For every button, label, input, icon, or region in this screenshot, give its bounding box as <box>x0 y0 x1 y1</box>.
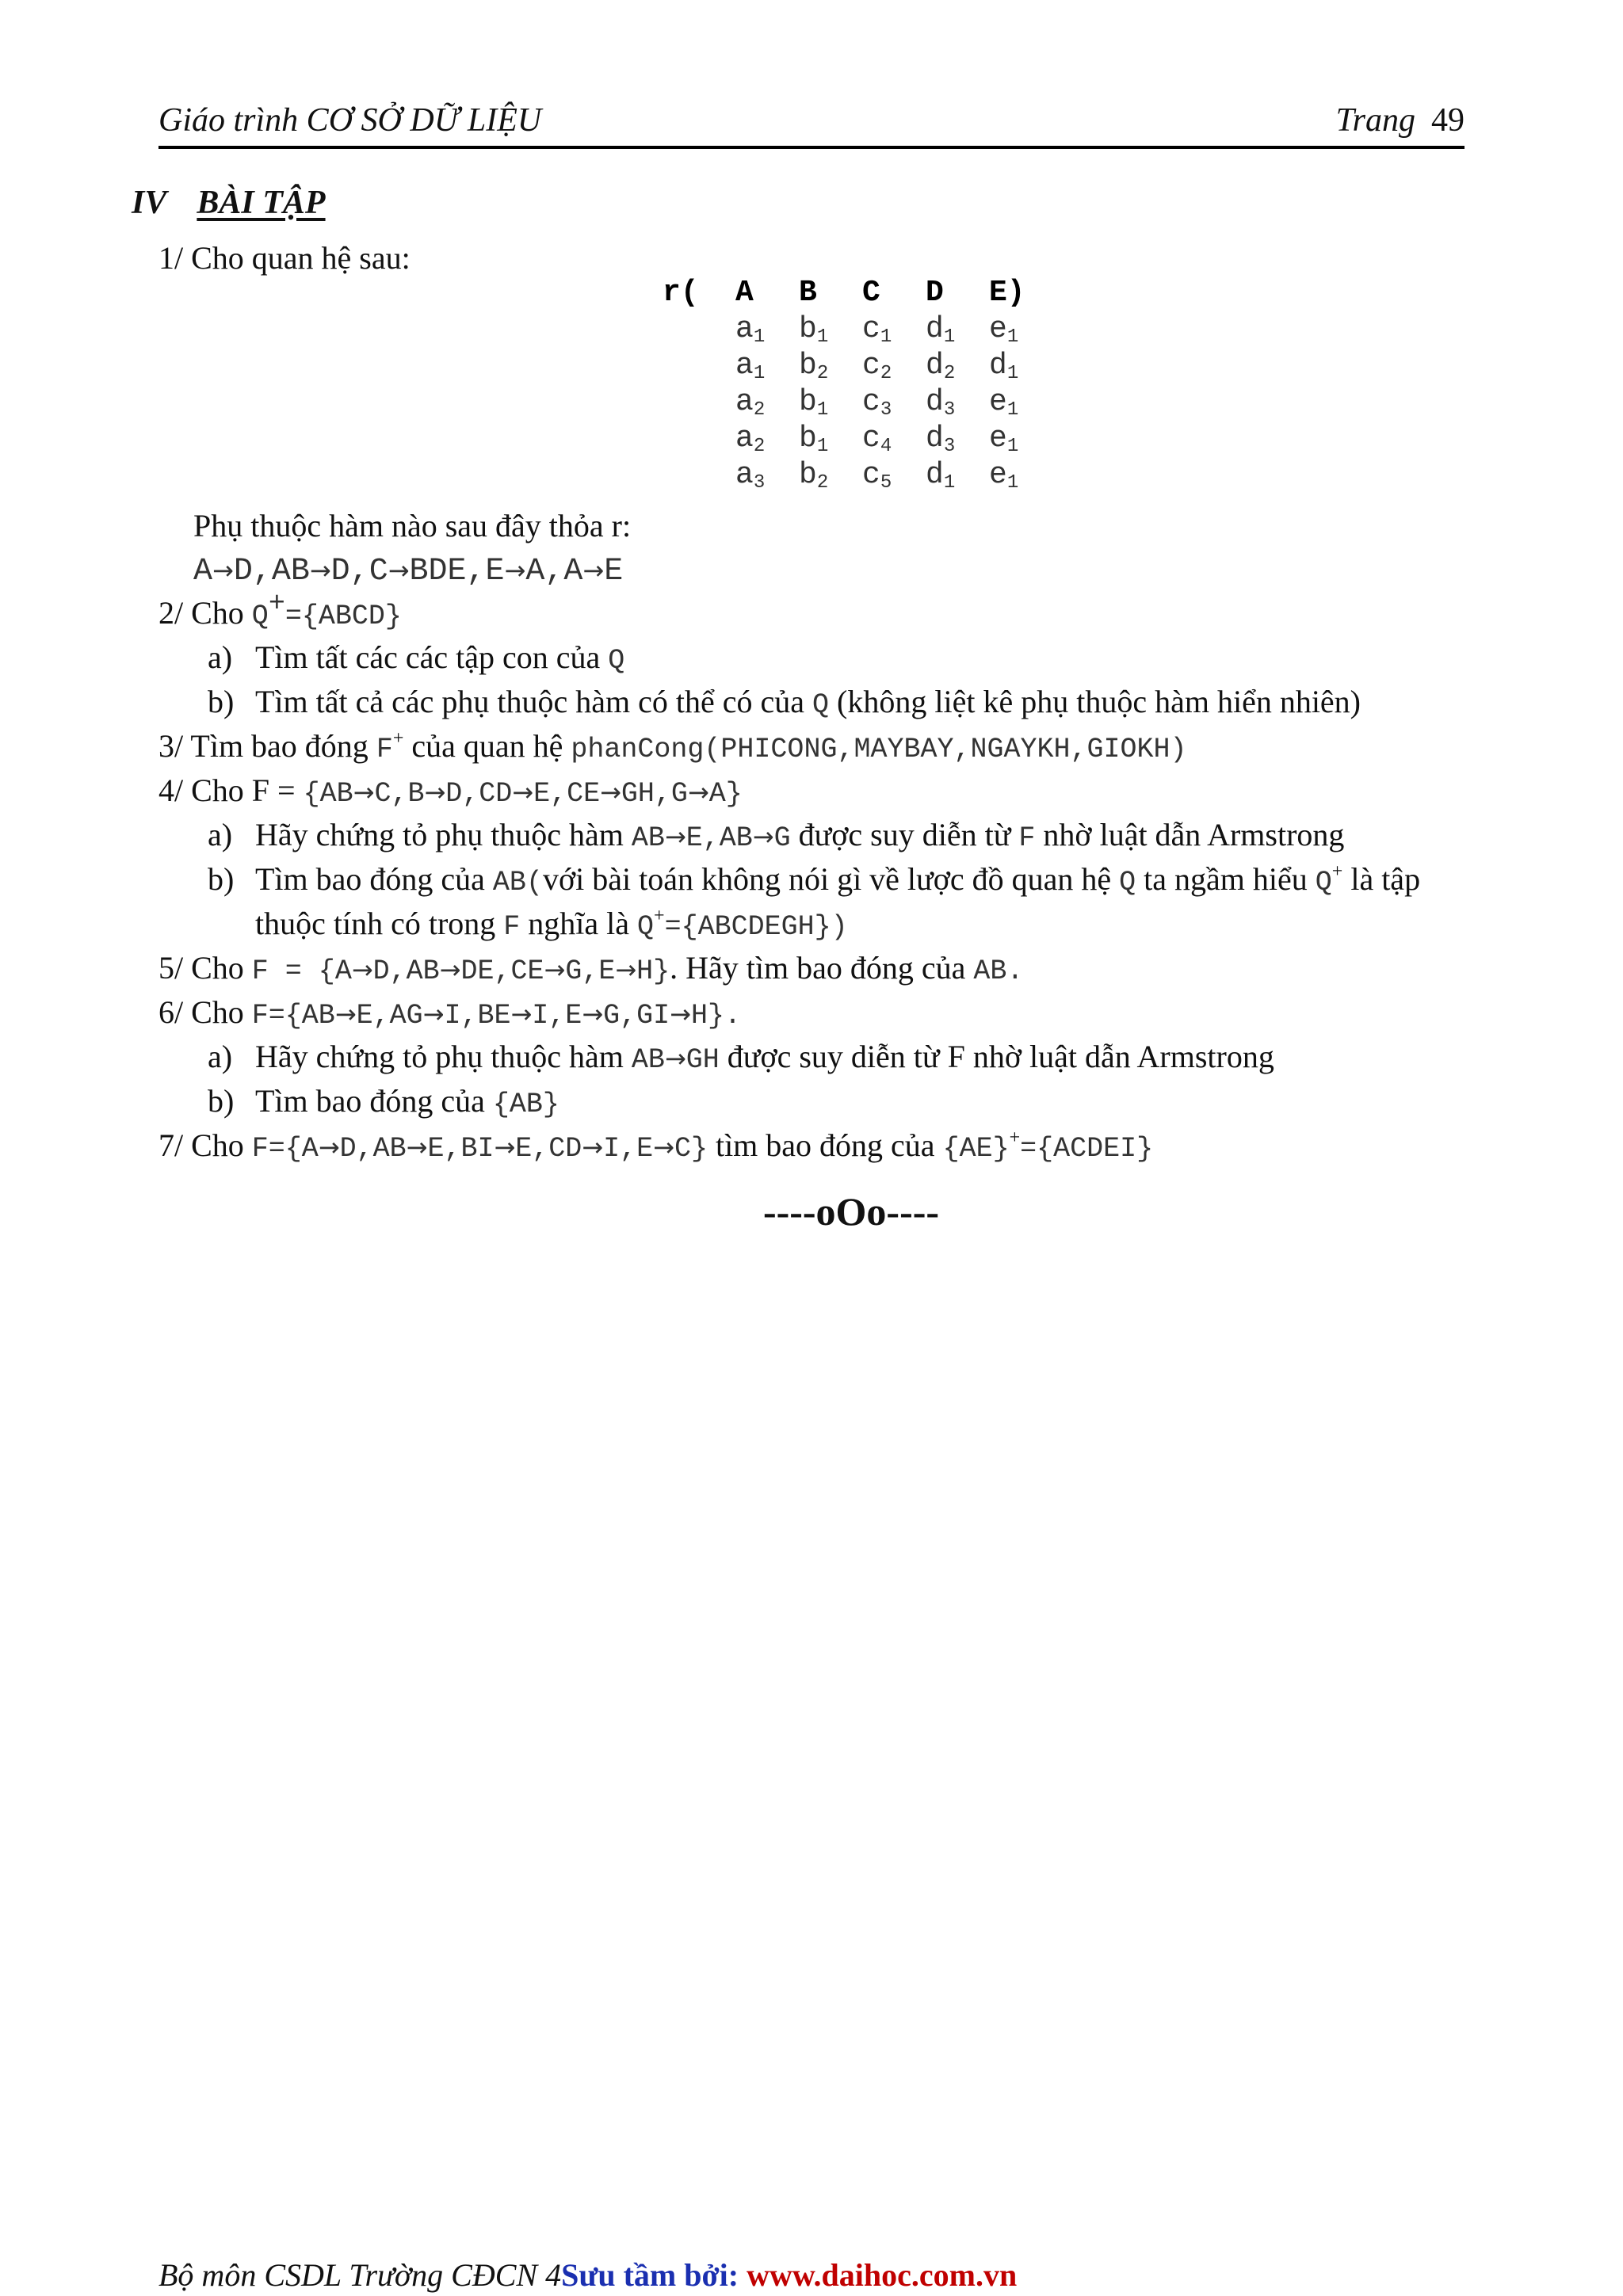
relation-cell: $b_1$ <box>799 311 829 348</box>
relation-body <box>663 311 1052 493</box>
exercise-4a-text: Hãy chứng tỏ phụ thuộc hàm AB→E,AB→G được suy diễn từ F nhờ luật dẫn Armstrong <box>255 817 1345 854</box>
relation-cell: $d_3$ <box>926 421 956 457</box>
arrow-icon: → <box>351 955 373 985</box>
arrow-icon: → <box>582 555 605 585</box>
exercise-4b-label: b) <box>208 861 235 897</box>
relation-cell: $e_1$ <box>989 457 1019 494</box>
arrow-icon: → <box>318 1132 340 1162</box>
arrow-icon: → <box>582 999 604 1029</box>
relation-cell: $d_3$ <box>926 384 956 421</box>
relation-cell: $b_2$ <box>799 348 829 384</box>
relation-cell: $a_1$ <box>735 348 766 384</box>
page-number: 49 <box>1431 102 1465 139</box>
exercise-4: 4/ Cho F = {AB→C,B→D,CD→E,CE→GH,G→A} <box>158 772 743 810</box>
exercise-6a-label: a) <box>208 1039 233 1074</box>
exercise-6b-text: Tìm bao đóng của {AB} <box>255 1083 559 1120</box>
arrow-icon: → <box>752 822 774 852</box>
relation-cell: $a_2$ <box>735 421 766 457</box>
relation-cell: $d_2$ <box>926 348 956 384</box>
relation-table <box>663 274 1052 493</box>
relation-row <box>663 456 1052 493</box>
arrow-icon: → <box>422 999 445 1029</box>
footer-credit: Sưu tầm bởi: <box>561 2257 747 2293</box>
arrow-icon: → <box>582 1132 604 1162</box>
relation-name: r( <box>663 275 699 310</box>
exercise-6a-text: Hãy chứng tỏ phụ thuộc hàm AB→GH được suy diễn từ F nhờ luật dẫn Armstrong <box>255 1039 1274 1076</box>
exercise-4a-label: a) <box>208 817 233 852</box>
exercise-2: 2/ Cho Q+={ABCD} <box>158 588 402 632</box>
exercise-2b-label: b) <box>208 684 235 719</box>
arrow-icon: → <box>353 777 375 807</box>
page-number-label: Trang 49 <box>1335 102 1465 139</box>
arrow-icon: → <box>615 955 637 985</box>
relation-cell: $a_1$ <box>735 311 766 348</box>
arrow-icon: → <box>670 999 691 1029</box>
arrow-icon: → <box>664 822 686 852</box>
row-indent <box>663 311 735 347</box>
exercise-4b-text: Tìm bao đóng của AB(với bài toán không nói gì về lược đồ quan hệ Q ta ngầm hiểu Q+ là tập <box>255 861 1421 898</box>
arrow-icon: → <box>504 555 526 585</box>
arrow-icon: → <box>600 777 621 807</box>
section-heading <box>132 184 326 222</box>
exercise-7: 7/ Cho F={A→D,AB→E,BI→E,CD→I,E→C} tìm bao đóng của {AE}+={ACDEI} <box>158 1127 1154 1165</box>
relation-cell: $e_1$ <box>989 384 1019 421</box>
exercise-2a-text: Tìm tất các các tập con của Q <box>255 639 625 677</box>
relation-cell: $c_5$ <box>862 457 892 494</box>
relation-cell: $e_1$ <box>989 311 1019 348</box>
book-title: Giáo trình CƠ SỞ DỮ LIỆU <box>158 102 542 139</box>
row-indent <box>663 420 735 456</box>
exercise-4b-text-cont: thuộc tính có trong F nghĩa là Q+={ABCDEGH}) <box>255 906 848 943</box>
relation-cell: $b_1$ <box>799 384 829 421</box>
column-header: A <box>735 275 754 310</box>
row-indent <box>663 456 735 493</box>
arrow-icon: → <box>388 555 410 585</box>
exercise-3: 3/ Tìm bao đóng F+ của quan hệ phanCong(PHICONG,MAYBAY,NGAYKH,GIOKH) <box>158 728 1187 765</box>
relation-header-row <box>663 274 1052 311</box>
relation-cell: $b_2$ <box>799 457 829 494</box>
row-indent <box>663 347 735 383</box>
arrow-icon: → <box>653 1132 674 1162</box>
arrow-icon: → <box>512 777 534 807</box>
footer-url-link[interactable]: www.daihoc.com.vn <box>747 2257 1018 2293</box>
exercise-2b-text: Tìm tất cả các phụ thuộc hàm có thể có của Q (không liệt kê phụ thuộc hàm hiển nhiên) <box>255 684 1361 721</box>
relation-row <box>663 420 1052 456</box>
exercise-1-fd-list: A→D,AB→D,C→BDE,E→A,A→E <box>193 554 624 589</box>
arrow-icon: → <box>424 777 446 807</box>
exercise-2a-label: a) <box>208 639 233 675</box>
relation-row <box>663 311 1052 347</box>
arrow-icon: → <box>510 999 533 1029</box>
relation-cell: $e_1$ <box>989 421 1019 457</box>
relation-cell: $c_4$ <box>862 421 892 457</box>
relation-cell: $c_2$ <box>862 348 892 384</box>
exercise-1-intro: 1/ Cho quan hệ sau: <box>158 240 411 276</box>
exercise-6b-label: b) <box>208 1083 235 1119</box>
column-header: E) <box>989 275 1025 310</box>
section-number: IV <box>132 185 167 221</box>
arrow-icon: → <box>687 777 709 807</box>
arrow-icon: → <box>544 955 566 985</box>
footer-department: Bộ môn CSDL Trường CĐCN 4 <box>158 2257 562 2293</box>
arrow-icon: → <box>439 955 461 985</box>
page-footer <box>158 2256 1017 2294</box>
relation-cell: $c_1$ <box>862 311 892 348</box>
arrow-icon: → <box>309 555 331 585</box>
row-indent <box>663 383 735 420</box>
arrow-icon: → <box>494 1132 516 1162</box>
section-title: BÀI TẬP <box>197 185 326 221</box>
exercise-1-question: Phụ thuộc hàm nào sau đây thỏa r: <box>193 508 632 543</box>
relation-cell: $c_3$ <box>862 384 892 421</box>
page-header <box>158 98 1465 149</box>
relation-cell: $d_1$ <box>989 348 1019 384</box>
section-end-ornament: ----oOo---- <box>762 1189 940 1234</box>
relation-cell: $a_2$ <box>735 384 766 421</box>
exercise-5: 5/ Cho F = {A→D,AB→DE,CE→G,E→H}. Hãy tìm bao đóng của AB. <box>158 950 1024 987</box>
column-header: B <box>799 275 817 310</box>
relation-row <box>663 347 1052 383</box>
arrow-icon: → <box>212 555 234 585</box>
relation-cell: $d_1$ <box>926 311 956 348</box>
column-header: D <box>926 275 944 310</box>
exercise-6: 6/ Cho F={AB→E,AG→I,BE→I,E→G,GI→H}. <box>158 994 741 1032</box>
relation-cell: $a_3$ <box>735 457 766 494</box>
arrow-icon: → <box>664 1043 686 1074</box>
relation-cell: $d_1$ <box>926 457 956 494</box>
arrow-icon: → <box>406 1132 428 1162</box>
arrow-icon: → <box>334 999 357 1029</box>
relation-cell: $b_1$ <box>799 421 829 457</box>
column-header: C <box>862 275 880 310</box>
relation-row <box>663 383 1052 420</box>
